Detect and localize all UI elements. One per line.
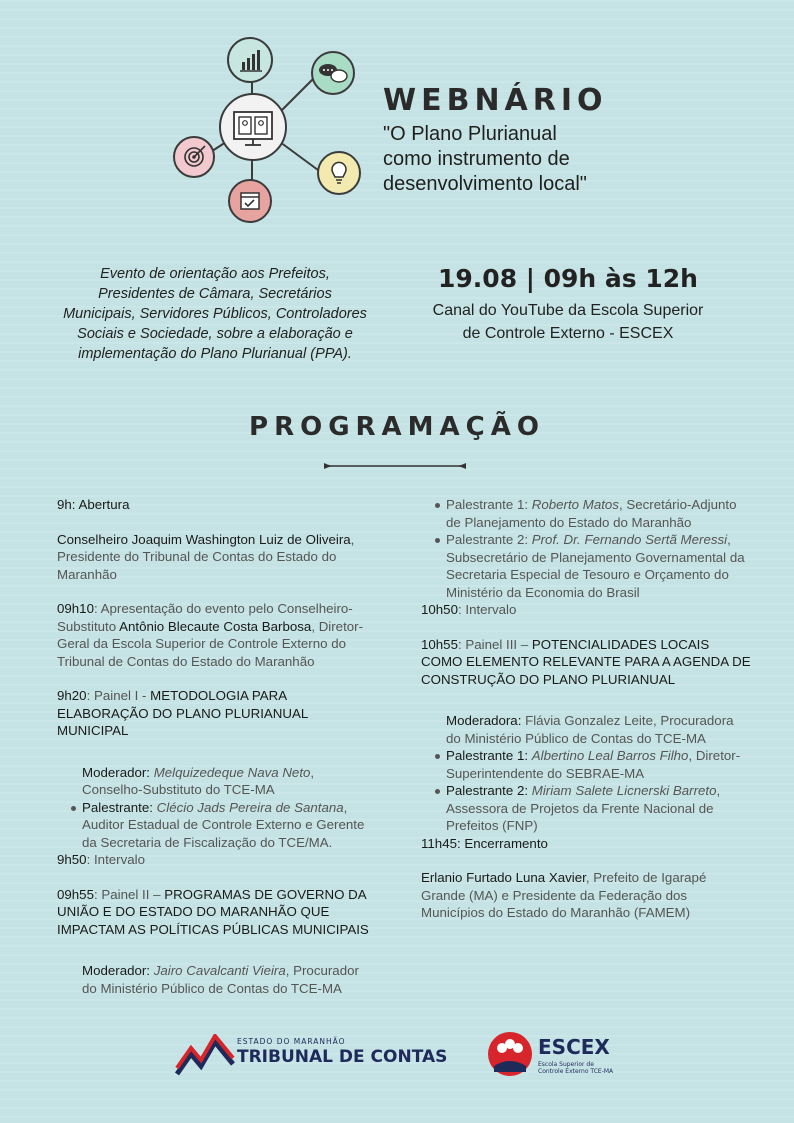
tce-state-label: ESTADO DO MARANHÃO	[237, 1037, 346, 1046]
person-role: , Assessora de Projetos da Frente Nacional de Prefeitos (FNP)	[446, 783, 721, 833]
schedule-item	[57, 886, 377, 939]
person-name: Miriam Salete Licnerski Barreto	[531, 783, 717, 798]
speaker	[421, 782, 751, 835]
item-label: Abertura	[75, 497, 130, 512]
panel-title: METODOLOGIA PARA ELABORAÇÃO DO PLANO PLURIANUAL MUNICIPAL	[57, 688, 308, 738]
person-role: , Auditor Estadual de Controle Externo e Gerente da Secretaria de Fiscalização do TCE/MA.	[82, 799, 365, 850]
bar-chart-icon	[228, 38, 272, 82]
person-name: Albertino Leal Barros Filho	[531, 748, 689, 763]
escex-logo	[486, 1028, 626, 1082]
item-text: : Painel III –	[457, 636, 532, 652]
time: 09h55	[57, 886, 94, 902]
schedule-item	[421, 636, 751, 689]
footer-logos	[0, 1028, 794, 1088]
tce-logo	[175, 1032, 455, 1080]
time: 9h:	[57, 497, 76, 512]
speaker	[421, 496, 751, 531]
schedule-left-column	[57, 496, 377, 997]
tce-name: TRIBUNAL DE CONTAS	[237, 1047, 448, 1067]
speaker	[421, 531, 751, 601]
lightbulb-icon	[318, 152, 360, 194]
escex-emblem-icon	[486, 1030, 534, 1078]
schedule-item	[57, 687, 377, 740]
person-role: , Presidente do Tribunal de Contas do Estado do Maranhão	[57, 531, 355, 582]
person-role: , Secretário-Adjunto de Planejamento do Estado do Maranhão	[446, 497, 737, 530]
schedule-item	[57, 531, 377, 584]
speaker	[57, 799, 377, 852]
intro-line: Presidentes de Câmara, Secretários	[98, 286, 332, 302]
event-info	[408, 264, 728, 345]
role-label: Moderador:	[82, 764, 154, 780]
escex-name: ESCEX	[538, 1035, 610, 1059]
intro-line: Municipais, Servidores Públicos, Controladores	[63, 306, 367, 322]
person-name: Melquizedeque Nava Neto	[153, 764, 311, 780]
schedule-right-column	[421, 496, 751, 939]
target-icon	[174, 137, 214, 177]
schedule-item	[421, 601, 751, 619]
person-role: , Conselho-Substituto do TCE-MA	[82, 764, 315, 797]
presentation-icon	[220, 94, 286, 160]
event-channel	[408, 299, 728, 345]
role-label: Palestrante 1:	[446, 748, 532, 763]
programacao-title: PROGRAMAÇÃO	[249, 412, 545, 442]
item-label: : Intervalo	[457, 602, 517, 617]
intro-line: Evento de orientação aos Prefeitos,	[100, 266, 330, 282]
item-text: , Diretor-Geral da Escola Superior de Controle Externo do Tribunal de Contas do Estado do Maranhão	[57, 618, 364, 669]
person-role: , Subsecretário de Planejamento Governamental da Secretaria Especial de Tesouro e Orçamento do Ministério da Economia do Brasil	[446, 532, 745, 600]
hero-illustration	[168, 30, 368, 225]
person-role: , Diretor-Superintendente do SEBRAE-MA	[446, 748, 741, 781]
schedule-item	[57, 851, 377, 869]
person-name: Antônio Blecaute Costa Barbosa	[119, 618, 312, 634]
time: 11h45	[421, 835, 457, 851]
schedule-item	[421, 835, 751, 853]
moderator	[421, 712, 751, 747]
role-label: Palestrante 2:	[446, 532, 532, 547]
item-text: : Painel II –	[93, 886, 165, 902]
channel-line: Canal do YouTube da Escola Superior	[432, 302, 704, 319]
chat-icon	[312, 52, 354, 94]
title-block	[383, 83, 683, 197]
time: 9h50	[57, 852, 87, 867]
event-title: WEBNÁRIO	[383, 83, 608, 118]
event-subtitle	[383, 122, 683, 197]
person-name: Clécio Jads Pereira de Santana	[156, 799, 344, 815]
speaker	[421, 747, 751, 782]
schedule-item	[57, 600, 377, 670]
role-label: Palestrante:	[82, 799, 157, 815]
calendar-icon	[229, 180, 271, 222]
time: 9h20	[57, 688, 87, 703]
person-role: , Procurador do Ministério Público de Contas do TCE-MA	[82, 963, 359, 996]
panel-title: PROGRAMAS DE GOVERNO DA UNIÃO E DO ESTADO DO MARANHÃO QUE IMPACTAM AS POLÍTICAS PÚBLICAS MUNICIPAIS	[57, 886, 369, 937]
subtitle-line: "O Plano Plurianual	[383, 123, 557, 145]
person-role: Flávia Gonzalez Leite, Procuradora do Ministério Público de Contas do TCE-MA	[446, 713, 734, 746]
role-label: Moderador:	[82, 963, 154, 978]
divider-ornament	[320, 458, 470, 474]
person-name: Erlanio Furtado Luna Xavier	[421, 870, 586, 885]
item-text: : Painel I -	[86, 688, 151, 703]
role-label: Palestrante 2:	[446, 783, 532, 798]
moderator	[57, 764, 377, 799]
item-text: : Apresentação do evento pelo Conselheiro-Substituto	[57, 601, 353, 634]
schedule-item	[421, 869, 751, 922]
item-label: : Intervalo	[86, 852, 145, 867]
person-name: Prof. Dr. Fernando Sertã Meressi	[531, 532, 728, 547]
person-name: Conselheiro Joaquim Washington Luiz de Oliveira	[57, 531, 351, 547]
intro-line: Sociais e Sociedade, sobre a elaboração e	[77, 326, 353, 342]
time: 10h50	[421, 602, 458, 617]
time: 10h55	[421, 636, 458, 652]
role-label: Palestrante 1:	[446, 497, 532, 512]
moderator	[57, 962, 377, 997]
time: 09h10	[57, 601, 94, 616]
intro-text	[50, 264, 380, 364]
item-label: : Encerramento	[457, 835, 548, 851]
person-name: Roberto Matos	[531, 497, 619, 512]
subtitle-line: como instrumento de	[383, 148, 570, 170]
person-role: , Prefeito de Igarapé Grande (MA) e Presidente da Federação dos Municípios do Estado do Maranhão (FAMEM)	[421, 870, 707, 920]
channel-line: de Controle Externo - ESCEX	[462, 325, 674, 342]
schedule-item	[57, 496, 377, 514]
tce-emblem-icon	[175, 1034, 235, 1078]
intro-line: implementação do Plano Plurianual (PPA).	[78, 346, 352, 362]
escex-subtitle: Escola Superior de Controle Externo TCE-MA	[538, 1061, 614, 1075]
panel-title: POTENCIALIDADES LOCAIS COMO ELEMENTO RELEVANTE PARA A AGENDA DE CONSTRUÇÃO DO PLANO PLURIANUAL	[421, 636, 751, 687]
person-name: Jairo Cavalcanti Vieira	[153, 963, 286, 978]
event-date: 19.08 | 09h às 12h	[438, 264, 698, 293]
role-label: Moderadora:	[446, 713, 526, 728]
subtitle-line: desenvolvimento local"	[383, 173, 587, 195]
